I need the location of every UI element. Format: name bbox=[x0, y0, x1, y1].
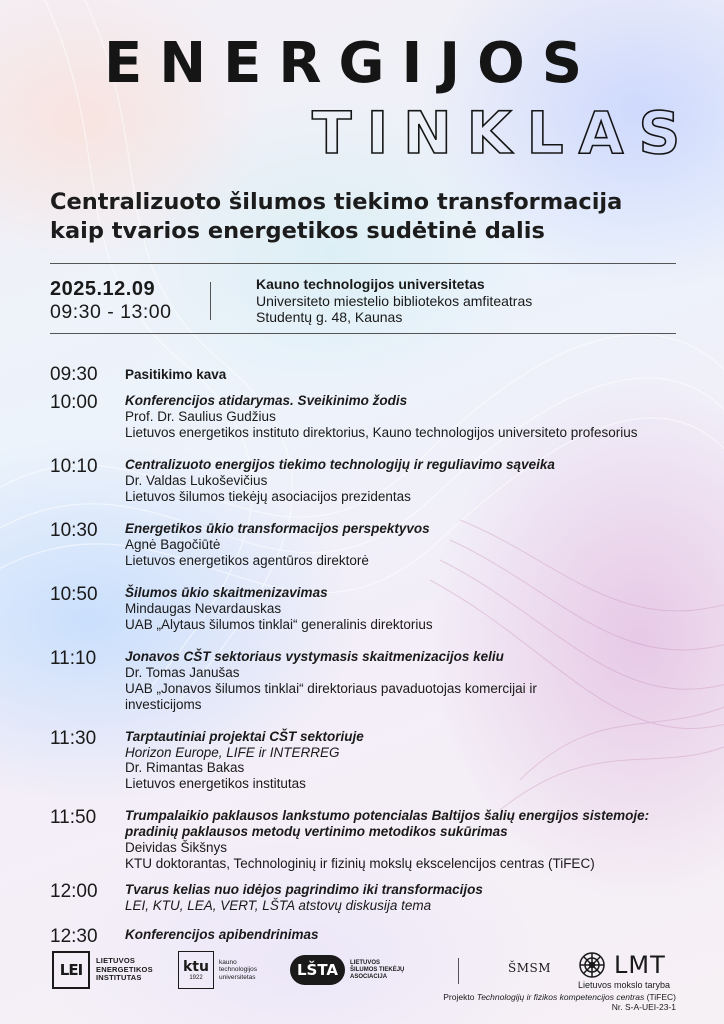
event-time: 09:30 - 13:00 bbox=[50, 301, 172, 323]
lsta-logo-mark: LŠTA bbox=[290, 955, 345, 985]
program-item bbox=[50, 365, 710, 383]
lei-logo-line-3: INSTITUTAS bbox=[96, 973, 142, 983]
program-title: Energetikos ūkio transformacijos perspektyvos bbox=[125, 521, 430, 536]
program-time: 10:50 bbox=[50, 584, 98, 605]
program-item bbox=[50, 882, 710, 913]
lmt-emblem-icon bbox=[578, 951, 606, 979]
program-title: Šilumos ūkio skaitmenizavimas bbox=[125, 585, 328, 600]
program-speaker: Dr. Valdas Lukoševičius bbox=[125, 473, 268, 488]
lmt-logo-mark: LMT bbox=[614, 951, 666, 979]
lsta-logo bbox=[290, 955, 404, 985]
program-affiliation: KTU doktorantas, Technologinių ir fizinių mokslų ekscelencijos centras (TiFEC) bbox=[125, 856, 595, 871]
project-suffix: (TiFEC) bbox=[644, 992, 676, 1002]
footer-separator bbox=[458, 958, 459, 984]
venue-info bbox=[256, 276, 532, 326]
program-title: Trumpalaikio paklausos lankstumo potencialas Baltijos šalių energijos sistemoje: pradinių paklausos metodų vertinimo metodikos sukūrimas bbox=[125, 808, 650, 839]
program-time: 10:10 bbox=[50, 456, 98, 477]
lmt-logo-name: Lietuvos mokslo taryba bbox=[578, 980, 671, 990]
program-affiliation: Lietuvos energetikos institutas bbox=[125, 776, 306, 791]
program-affiliation: Lietuvos energetikos agentūros direktorė bbox=[125, 553, 369, 568]
program-affiliation: UAB „Jonavos šilumos tinklai“ direktoriaus pavaduotojas komercijai ir investicijoms bbox=[125, 681, 537, 712]
program-title: Centralizuoto energijos tiekimo technologijų ir reguliavimo sąveika bbox=[125, 457, 555, 472]
program-title: Konferencijos atidarymas. Sveikinimo žodis bbox=[125, 393, 408, 408]
project-name: Technologijų ir fizikos kompetencijos centras bbox=[476, 992, 645, 1002]
title-line-2: TINKLAS bbox=[312, 99, 696, 167]
program-time: 12:30 bbox=[50, 926, 98, 947]
lei-logo-line-2: ENERGETIKOS bbox=[96, 964, 153, 974]
program-affiliation: UAB „Alytaus šilumos tinklai“ generalinis direktorius bbox=[125, 617, 433, 632]
program-time: 12:00 bbox=[50, 881, 98, 902]
info-separator bbox=[210, 282, 211, 320]
program-speaker: Deividas Šikšnys bbox=[125, 840, 228, 855]
venue-name: Kauno technologijos universitetas bbox=[256, 276, 485, 292]
program-title: Tarptautiniai projektai CŠT sektoriuje bbox=[125, 729, 364, 744]
divider-bottom bbox=[50, 333, 676, 334]
program-time: 11:10 bbox=[50, 648, 97, 669]
title-line-1: ENERGIJOS bbox=[104, 31, 600, 96]
ktu-logo-mark: ktu bbox=[183, 958, 209, 975]
program-time: 11:50 bbox=[50, 807, 97, 828]
event-subtitle bbox=[50, 188, 690, 246]
lei-logo bbox=[52, 951, 153, 989]
program-item bbox=[50, 393, 710, 441]
program-list bbox=[50, 364, 710, 947]
ktu-logo bbox=[178, 951, 257, 989]
venue-address: Studentų g. 48, Kaunas bbox=[256, 309, 403, 325]
program-title: Konferencijos apibendrinimas bbox=[125, 927, 319, 942]
lsta-logo-line-2: ŠILUMOS TIEKĖJŲ bbox=[350, 966, 405, 973]
ktu-logo-year: 1922 bbox=[189, 974, 203, 981]
ktu-logo-line-3: universitetas bbox=[219, 973, 256, 981]
ktu-logo-line-2: technologijos bbox=[219, 966, 257, 974]
program-time: 11:30 bbox=[50, 728, 97, 749]
subtitle-line-2: kaip tvarios energetikos sudėtinė dalis bbox=[50, 218, 545, 244]
program-title: Pasitikimo kava bbox=[125, 367, 227, 382]
program-speaker: Dr. Tomas Janušas bbox=[125, 665, 240, 680]
program-affiliation: Lietuvos energetikos instituto direktorius, Kauno technologijos universiteto profesorius bbox=[125, 425, 638, 440]
program-speaker: Dr. Rimantas Bakas bbox=[125, 760, 245, 775]
program-item bbox=[50, 926, 710, 947]
project-number: Nr. S-A-UEI-23-1 bbox=[611, 1002, 676, 1012]
divider-top bbox=[50, 263, 676, 264]
subtitle-line-1: Centralizuoto šilumos tiekimo transformacija bbox=[50, 189, 623, 215]
program-item bbox=[50, 808, 710, 872]
program-item bbox=[50, 585, 710, 633]
program-title: Tvarus kelias nuo idėjos pagrindimo iki transformacijos bbox=[125, 882, 483, 897]
program-item bbox=[50, 457, 710, 505]
program-speaker: Agnė Bagočiūtė bbox=[125, 537, 221, 552]
lsta-logo-line-3: ASOCIACIJA bbox=[350, 973, 388, 980]
lei-logo-line-1: LIETUVOS bbox=[96, 956, 136, 966]
ktu-logo-line-1: kauno bbox=[219, 958, 237, 966]
smsm-logo-text: ŠMSM bbox=[508, 961, 552, 975]
program-speaker: Prof. Dr. Saulius Gudžius bbox=[125, 409, 276, 424]
venue-hall: Universiteto miestelio bibliotekos amfiteatras bbox=[256, 292, 533, 309]
lei-logo-mark: LEI bbox=[52, 951, 90, 989]
smsm-logo bbox=[508, 961, 551, 975]
event-date: 2025.12.09 bbox=[50, 278, 156, 300]
program-item bbox=[50, 521, 710, 569]
program-subtitle: Horizon Europe, LIFE ir INTERREG bbox=[125, 745, 340, 760]
project-prefix: Projekto bbox=[443, 992, 477, 1002]
lsta-logo-line-1: LIETUVOS bbox=[350, 959, 381, 966]
program-time: 10:00 bbox=[50, 392, 98, 413]
program-speaker: Mindaugas Nevardauskas bbox=[125, 601, 282, 616]
program-item bbox=[50, 649, 710, 713]
program-time: 09:30 bbox=[50, 364, 98, 385]
program-title: Jonavos CŠT sektoriaus vystymasis skaitmenizacijos keliu bbox=[125, 649, 504, 664]
program-affiliation: Lietuvos šilumos tiekėjų asociacijos prezidentas bbox=[125, 489, 411, 504]
program-time: 10:30 bbox=[50, 520, 98, 541]
project-info bbox=[443, 992, 676, 1012]
lmt-logo bbox=[578, 951, 670, 990]
program-subtitle: LEI, KTU, LEA, VERT, LŠTA atstovų diskusija tema bbox=[125, 898, 432, 913]
program-item bbox=[50, 729, 710, 792]
